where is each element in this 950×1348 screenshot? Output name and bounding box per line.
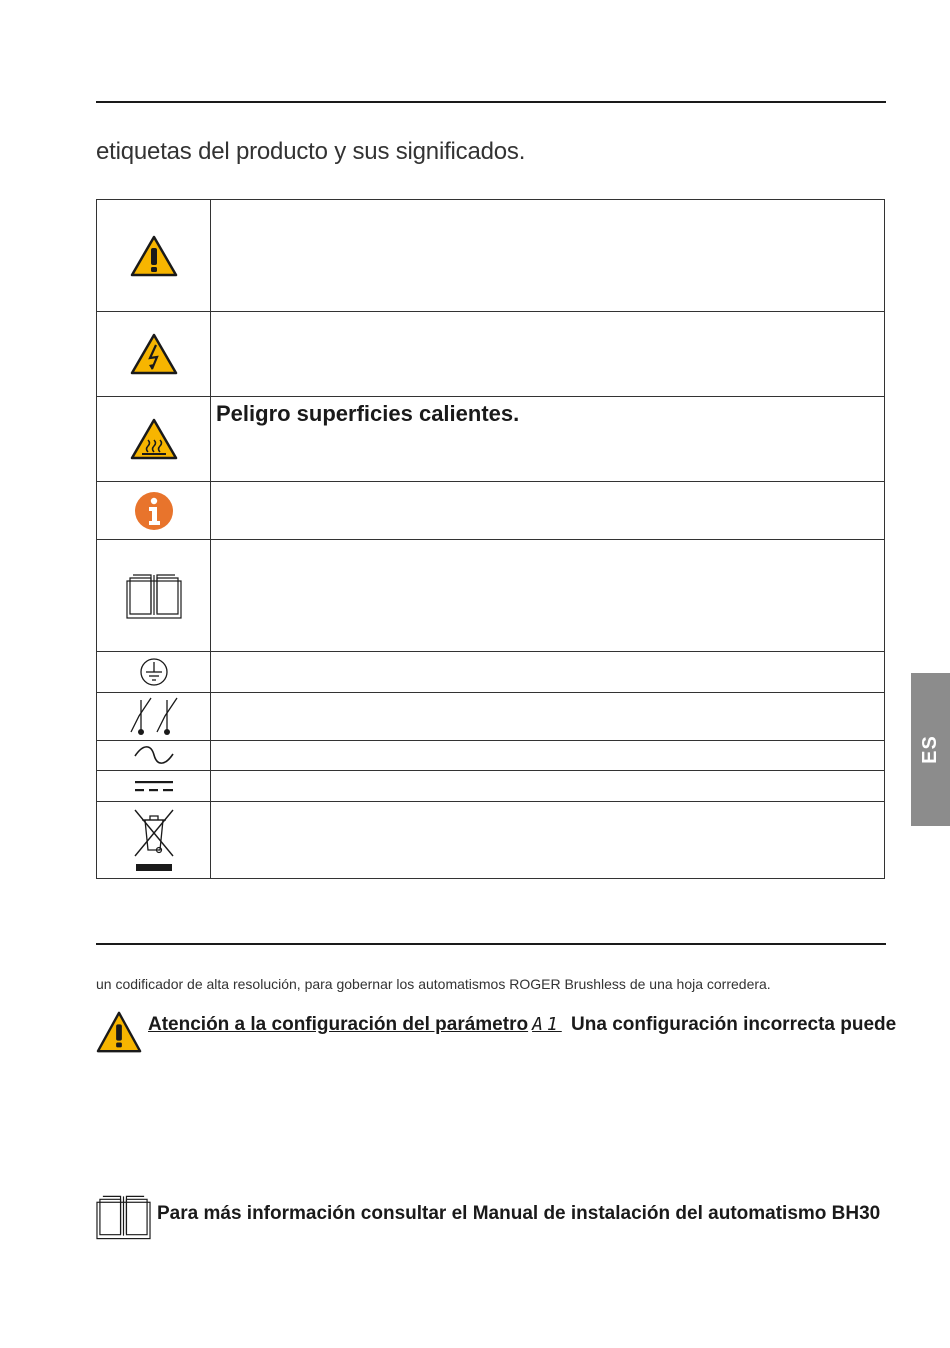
section-intro: etiquetas del producto y sus significados. <box>96 138 526 165</box>
table-row <box>97 741 885 771</box>
general-warning-icon <box>96 1010 142 1054</box>
electric-hazard-icon <box>130 333 178 375</box>
table-row <box>97 312 885 397</box>
table-row <box>97 771 885 802</box>
row-description <box>211 771 885 802</box>
table-row <box>97 540 885 652</box>
earth-ground-icon <box>139 657 169 687</box>
row-description <box>211 312 885 397</box>
row-description <box>211 540 885 652</box>
direct-current-icon <box>134 779 174 793</box>
top-rule <box>96 101 886 103</box>
row-description <box>211 200 885 312</box>
warning-underlined-text: Atención a la configuración del parámetro <box>148 1014 529 1035</box>
warning-rest-text: Una configuración incorrecta puede <box>571 1014 897 1035</box>
table-row <box>97 652 885 693</box>
alternating-current-icon <box>133 746 175 764</box>
general-warning-icon <box>130 235 178 277</box>
warning-note <box>96 1010 897 1056</box>
manual-note-text: Para más información consultar el Manual de instalación del automatismo BH30 <box>157 1203 881 1224</box>
symbols-table <box>96 199 885 879</box>
section-rule <box>96 943 886 945</box>
hot-surface-icon <box>130 418 178 460</box>
table-row <box>97 693 885 741</box>
manual-note <box>96 1194 886 1240</box>
row-description <box>211 652 885 693</box>
table-row <box>97 397 885 482</box>
language-tab <box>911 673 950 826</box>
table-row <box>97 482 885 540</box>
hot-surface-label: Peligro superficies calientes. <box>211 397 885 482</box>
body-paragraph: un codificador de alta resolución, para gobernar los automatismos ROGER Brushless de una hoja corredera. <box>96 976 771 992</box>
table-row <box>97 802 885 879</box>
warning-text <box>148 1014 896 1036</box>
row-description <box>211 741 885 771</box>
manual-book-icon <box>96 1194 151 1240</box>
weee-bin-icon <box>129 806 179 874</box>
manual-book-icon <box>126 573 182 619</box>
parameter-code: A1 <box>532 1014 562 1035</box>
row-description <box>211 482 885 540</box>
thermal-fuse-icon <box>127 696 181 738</box>
table-row <box>97 200 885 312</box>
row-description <box>211 802 885 879</box>
info-icon <box>134 491 174 531</box>
row-description <box>211 693 885 741</box>
language-tab-label: ES <box>919 735 941 764</box>
